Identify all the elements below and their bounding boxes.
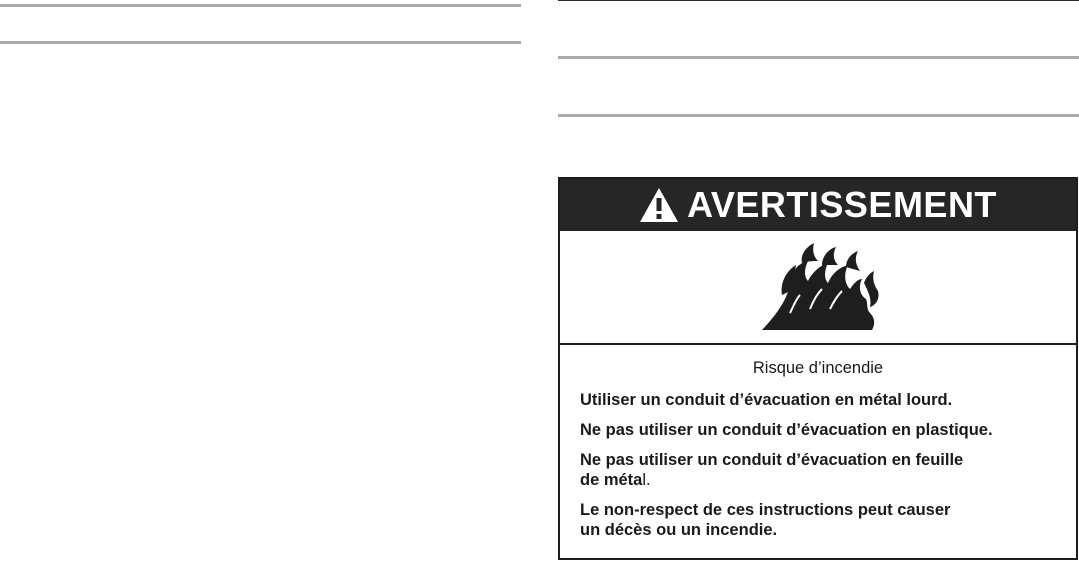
- warning-line-4: [580, 500, 1066, 540]
- warning-header-label: AVERTISSEMENT: [687, 184, 997, 225]
- alert-triangle-icon: [639, 187, 679, 223]
- risk-title: Risque d’incendie: [752, 359, 884, 377]
- warning-line-3: [580, 450, 1066, 490]
- pictogram-area: [560, 231, 1076, 345]
- warning-line-3a: Ne pas utiliser un conduit d’évacuation en feuille: [580, 451, 964, 469]
- warning-line-2: Ne pas utiliser un conduit d’évacuation en plastique.: [580, 421, 993, 439]
- warning-line-3c: l.: [642, 471, 651, 489]
- warning-line-1: Utiliser un conduit d’évacuation en métal lourd.: [580, 391, 953, 409]
- warning-line-4a: Le non-respect de ces instructions peut causer: [580, 501, 951, 519]
- warning-box: [558, 177, 1078, 560]
- warning-line-3b: de méta: [580, 471, 643, 489]
- right-third-rule: [558, 114, 1079, 117]
- left-top-rule: [0, 4, 521, 7]
- warning-text: [580, 359, 1066, 550]
- warning-line-4b: un décès ou un incendie.: [580, 521, 778, 539]
- warning-header: [560, 179, 1076, 231]
- fire-hazard-icon: [760, 243, 882, 331]
- right-top-rule: [558, 0, 1079, 1]
- left-second-rule: [0, 41, 521, 44]
- right-second-rule: [558, 56, 1079, 59]
